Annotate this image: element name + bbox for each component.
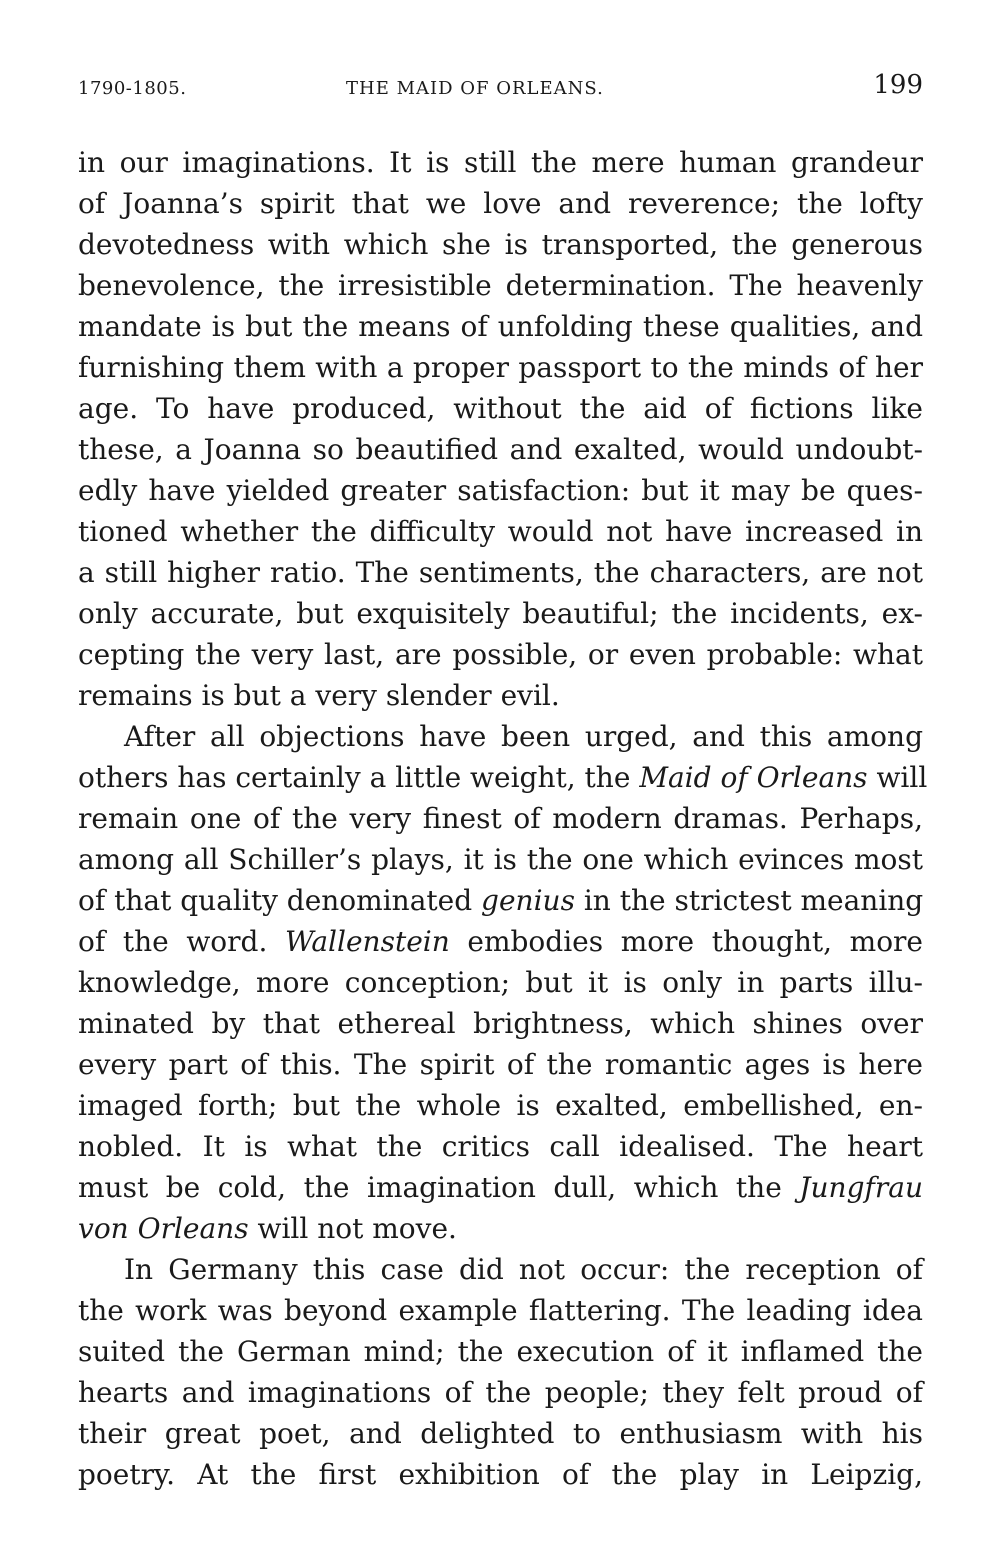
text-line: After all objections have been urged, and this among — [124, 720, 923, 753]
text-line: minated by that ethereal brightness, which shines over — [78, 1007, 923, 1040]
page-number: 199 — [873, 70, 923, 100]
running-title: THE MAID OF ORLEANS. — [346, 78, 604, 99]
text-line: must be cold, the imagination dull, which the Jungfrau — [78, 1171, 923, 1204]
text-line: of that quality denominated genius in the strictest meaning — [78, 884, 924, 917]
text-line: only accurate, but exquisitely beautiful; the incidents, ex- — [78, 597, 923, 630]
text-line: imaged forth; but the whole is exalted, embellished, en- — [78, 1089, 923, 1122]
text-line: in our imaginations. It is still the mere human grandeur — [78, 146, 923, 179]
text-line: others has certainly a little weight, the Maid of Orleans will — [78, 761, 928, 794]
italic-title: Wallenstein — [285, 925, 450, 958]
text-line: mandate is but the means of unfolding these qualities, and — [78, 310, 923, 343]
page-header — [78, 70, 923, 110]
italic-title: Jungfrau — [799, 1171, 923, 1204]
text-line: remain one of the very finest of modern dramas. Perhaps, — [78, 802, 923, 835]
body-text — [78, 142, 928, 1495]
text-line: of the word. Wallenstein embodies more thought, more — [78, 925, 924, 958]
text-line: In Germany this case did not occur: the reception of — [124, 1253, 923, 1286]
italic-title: von Orleans — [78, 1212, 249, 1245]
text-line: benevolence, the irresistible determination. The heavenly — [78, 269, 923, 302]
text-line: suited the German mind; the execution of it inflamed the — [78, 1335, 923, 1368]
text-line: von Orleans will not move. — [78, 1212, 457, 1245]
text-line: furnishing them with a proper passport to the minds of her — [78, 351, 923, 384]
text-line: age. To have produced, without the aid of fictions like — [78, 392, 923, 425]
italic-title: Maid of Orleans — [639, 761, 868, 794]
text-line: hearts and imaginations of the people; they felt proud of — [78, 1376, 923, 1409]
text-line: of Joanna’s spirit that we love and reverence; the lofty — [78, 187, 923, 220]
text-line: their great poet, and delighted to enthusiasm with his — [78, 1417, 923, 1450]
text-line: these, a Joanna so beautified and exalted, would undoubt- — [78, 433, 923, 466]
text-line: poetry. At the first exhibition of the play in Leipzig, — [78, 1458, 923, 1491]
text-line: a still higher ratio. The sentiments, the characters, are not — [78, 556, 923, 589]
text-line: nobled. It is what the critics call idealised. The heart — [78, 1130, 923, 1163]
text-line: devotedness with which she is transported, the generous — [78, 228, 923, 261]
text-line: every part of this. The spirit of the romantic ages is here — [78, 1048, 923, 1081]
text-line: the work was beyond example flattering. The leading idea — [78, 1294, 923, 1327]
text-line: knowledge, more conception; but it is only in parts illu- — [78, 966, 923, 999]
text-line: remains is but a very slender evil. — [78, 679, 560, 712]
text-line: edly have yielded greater satisfaction: but it may be ques- — [78, 474, 923, 507]
text-line: among all Schiller’s plays, it is the one which evinces most — [78, 843, 923, 876]
text-line: tioned whether the difficulty would not have increased in — [78, 515, 923, 548]
italic-title: genius — [481, 884, 575, 917]
header-years: 1790-1805. — [78, 78, 187, 99]
text-line: cepting the very last, are possible, or even probable: what — [78, 638, 923, 671]
